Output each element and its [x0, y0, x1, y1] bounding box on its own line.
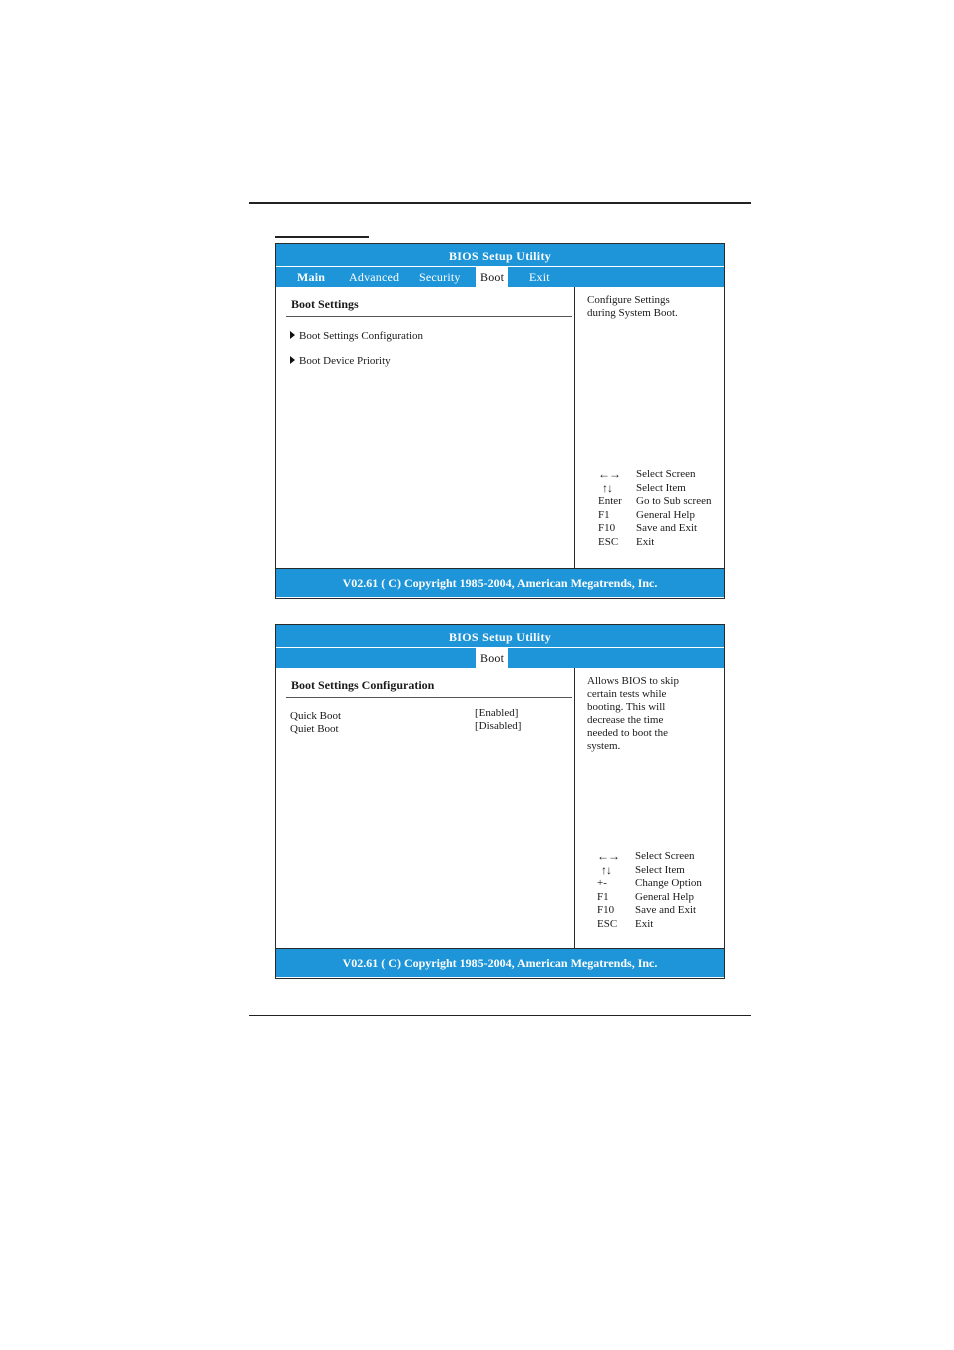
- tab-advanced[interactable]: Advanced: [349, 270, 400, 284]
- setting-quiet-boot-label[interactable]: Quiet Boot: [290, 723, 339, 735]
- pane-title: Boot Settings Configuration: [291, 678, 435, 692]
- tab-boot[interactable]: Boot: [476, 267, 508, 287]
- pane-divider: [286, 697, 572, 698]
- page-top-rule: [249, 202, 751, 204]
- copyright-footer: V02.61 ( C) Copyright 1985-2004, American Megatrends, Inc.: [276, 568, 724, 597]
- bios-title: BIOS Setup Utility: [276, 244, 724, 266]
- tab-main[interactable]: Main: [297, 270, 326, 284]
- settings-pane: [276, 668, 575, 948]
- page-bottom-rule: [249, 1015, 751, 1016]
- up-down-arrow-icon: ↑↓: [602, 480, 612, 495]
- section-heading-underline: [275, 236, 369, 238]
- bios-menu-bar: [276, 266, 724, 287]
- tab-boot[interactable]: Boot: [476, 648, 508, 668]
- submenu-arrow-icon: [290, 331, 295, 339]
- setting-quick-boot-value[interactable]: [Enabled]: [475, 707, 519, 719]
- tab-security[interactable]: Security: [419, 270, 461, 284]
- bios-title: BIOS Setup Utility: [276, 625, 724, 647]
- bios-screen-boot-settings-configuration: [275, 624, 725, 979]
- left-right-arrow-icon: ←→: [598, 467, 620, 481]
- pane-divider: [286, 316, 572, 317]
- tab-exit[interactable]: Exit: [529, 270, 550, 284]
- up-down-arrow-icon: ↑↓: [601, 862, 611, 877]
- settings-pane: [276, 287, 575, 568]
- key-legend: ←→ Select Screen ↑↓ Select Item Enter Go to Sub screen F1 General Help F10 Save and Exit ESC Exit: [598, 467, 712, 548]
- copyright-footer: V02.61 ( C) Copyright 1985-2004, American Megatrends, Inc.: [276, 948, 724, 977]
- submenu-boot-device-priority[interactable]: Boot Device Priority: [290, 355, 391, 367]
- help-text: Configure Settings during System Boot.: [587, 294, 678, 319]
- setting-quiet-boot-value[interactable]: [Disabled]: [475, 720, 522, 732]
- pane-title: Boot Settings: [291, 297, 359, 311]
- submenu-arrow-icon: [290, 356, 295, 364]
- key-legend: ←→ Select Screen ↑↓ Select Item +- Change Option F1 General Help F10 Save and Exit ESC Exit: [597, 849, 702, 930]
- left-right-arrow-icon: ←→: [597, 849, 619, 863]
- submenu-boot-settings-configuration[interactable]: Boot Settings Configuration: [290, 330, 423, 342]
- bios-menu-bar: [276, 647, 724, 668]
- bios-body: [276, 668, 724, 948]
- help-text: Allows BIOS to skip certain tests while booting. This will decrease the time needed to boot the system.: [587, 675, 679, 752]
- setting-quick-boot-label[interactable]: Quick Boot: [290, 710, 342, 722]
- bios-body: [276, 287, 724, 568]
- bios-screen-boot: [275, 243, 725, 599]
